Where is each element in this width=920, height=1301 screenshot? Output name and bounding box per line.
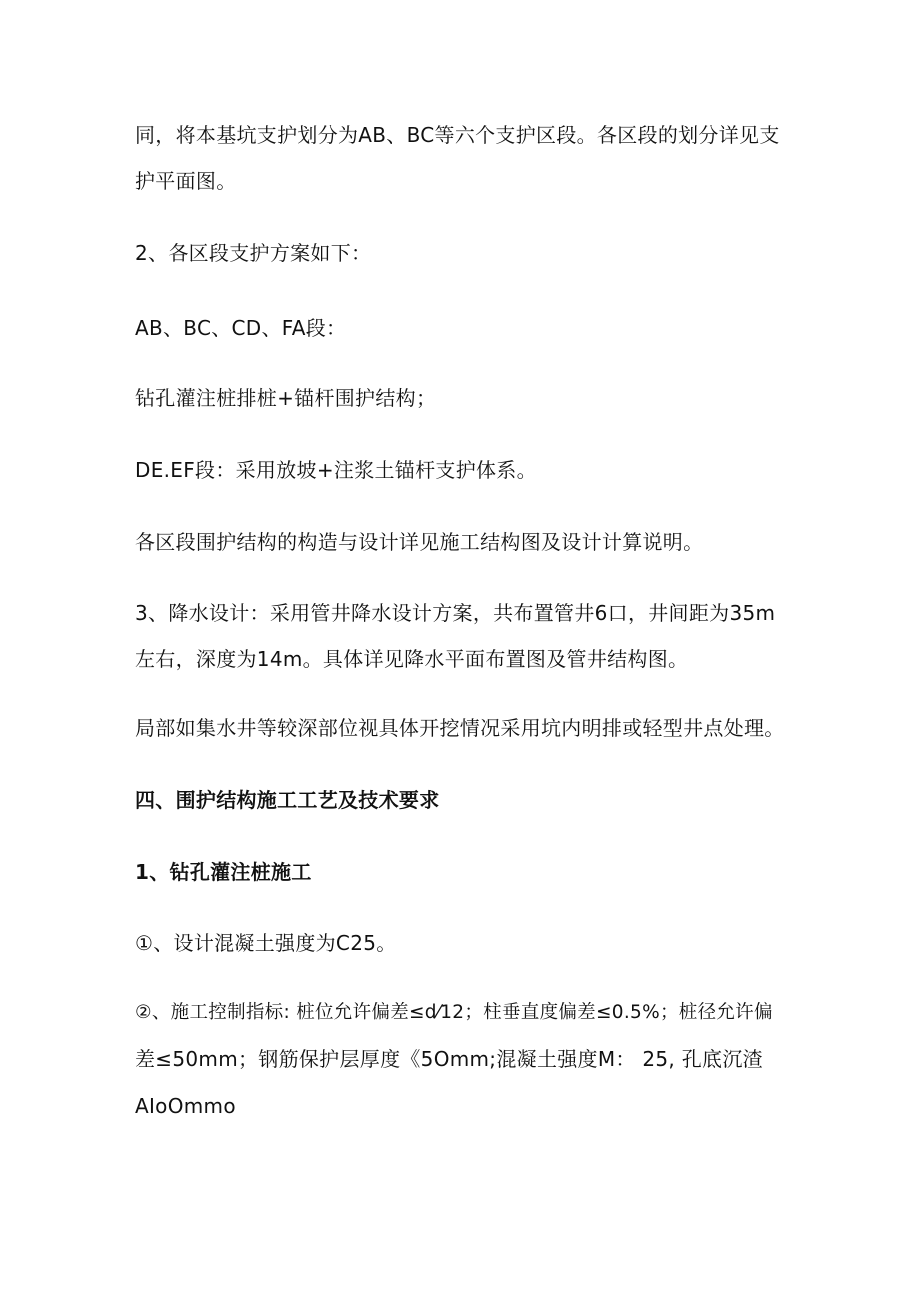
paragraph-line: 局部如集水井等较深部位视具体开挖情况采用坑内明排或轻型井点处理。 xyxy=(135,716,785,740)
paragraph-line: 钻孔灌注桩排桩+锚杆围护结构； xyxy=(135,386,437,410)
paragraph-line: 左右，深度为14m。具体详见降水平面布置图及管井结构图。 xyxy=(135,647,689,671)
paragraph-line: AIoOmmo xyxy=(135,1094,236,1118)
subsection-heading: 1、钻孔灌注桩施工 xyxy=(135,860,312,884)
paragraph-line: 各区段围护结构的构造与设计详见施工结构图及设计计算说明。 xyxy=(135,530,704,554)
paragraph-line: 护平面图。 xyxy=(135,169,237,193)
paragraph-line: 2、各区段支护方案如下： xyxy=(135,241,372,265)
paragraph-line: 同，将本基坑支护划分为AB、BC等六个支护区段。各区段的划分详见支 xyxy=(135,123,780,147)
section-heading: 四、围护结构施工工艺及技术要求 xyxy=(135,788,440,812)
paragraph-line: 3、降水设计：采用管井降水设计方案，共布置管井6口，井间距为35m xyxy=(135,601,776,625)
paragraph-line: DE.EF段：采用放坡+注浆土锚杆支护体系。 xyxy=(135,458,537,482)
paragraph-line: ②、施工控制指标: 桩位允许偏差≤d⁄12；柱垂直度偏差≤0.5%；桩径允许偏 xyxy=(135,1002,773,1023)
paragraph-line: 差≤50mm；钢筋保护层厚度《5Omm;混凝土强度M： 25, 孔底沉渣 xyxy=(135,1047,763,1071)
paragraph-line: ①、设计混凝土强度为C25。 xyxy=(135,931,397,955)
paragraph-line: AB、BC、CD、FA段： xyxy=(135,316,347,340)
